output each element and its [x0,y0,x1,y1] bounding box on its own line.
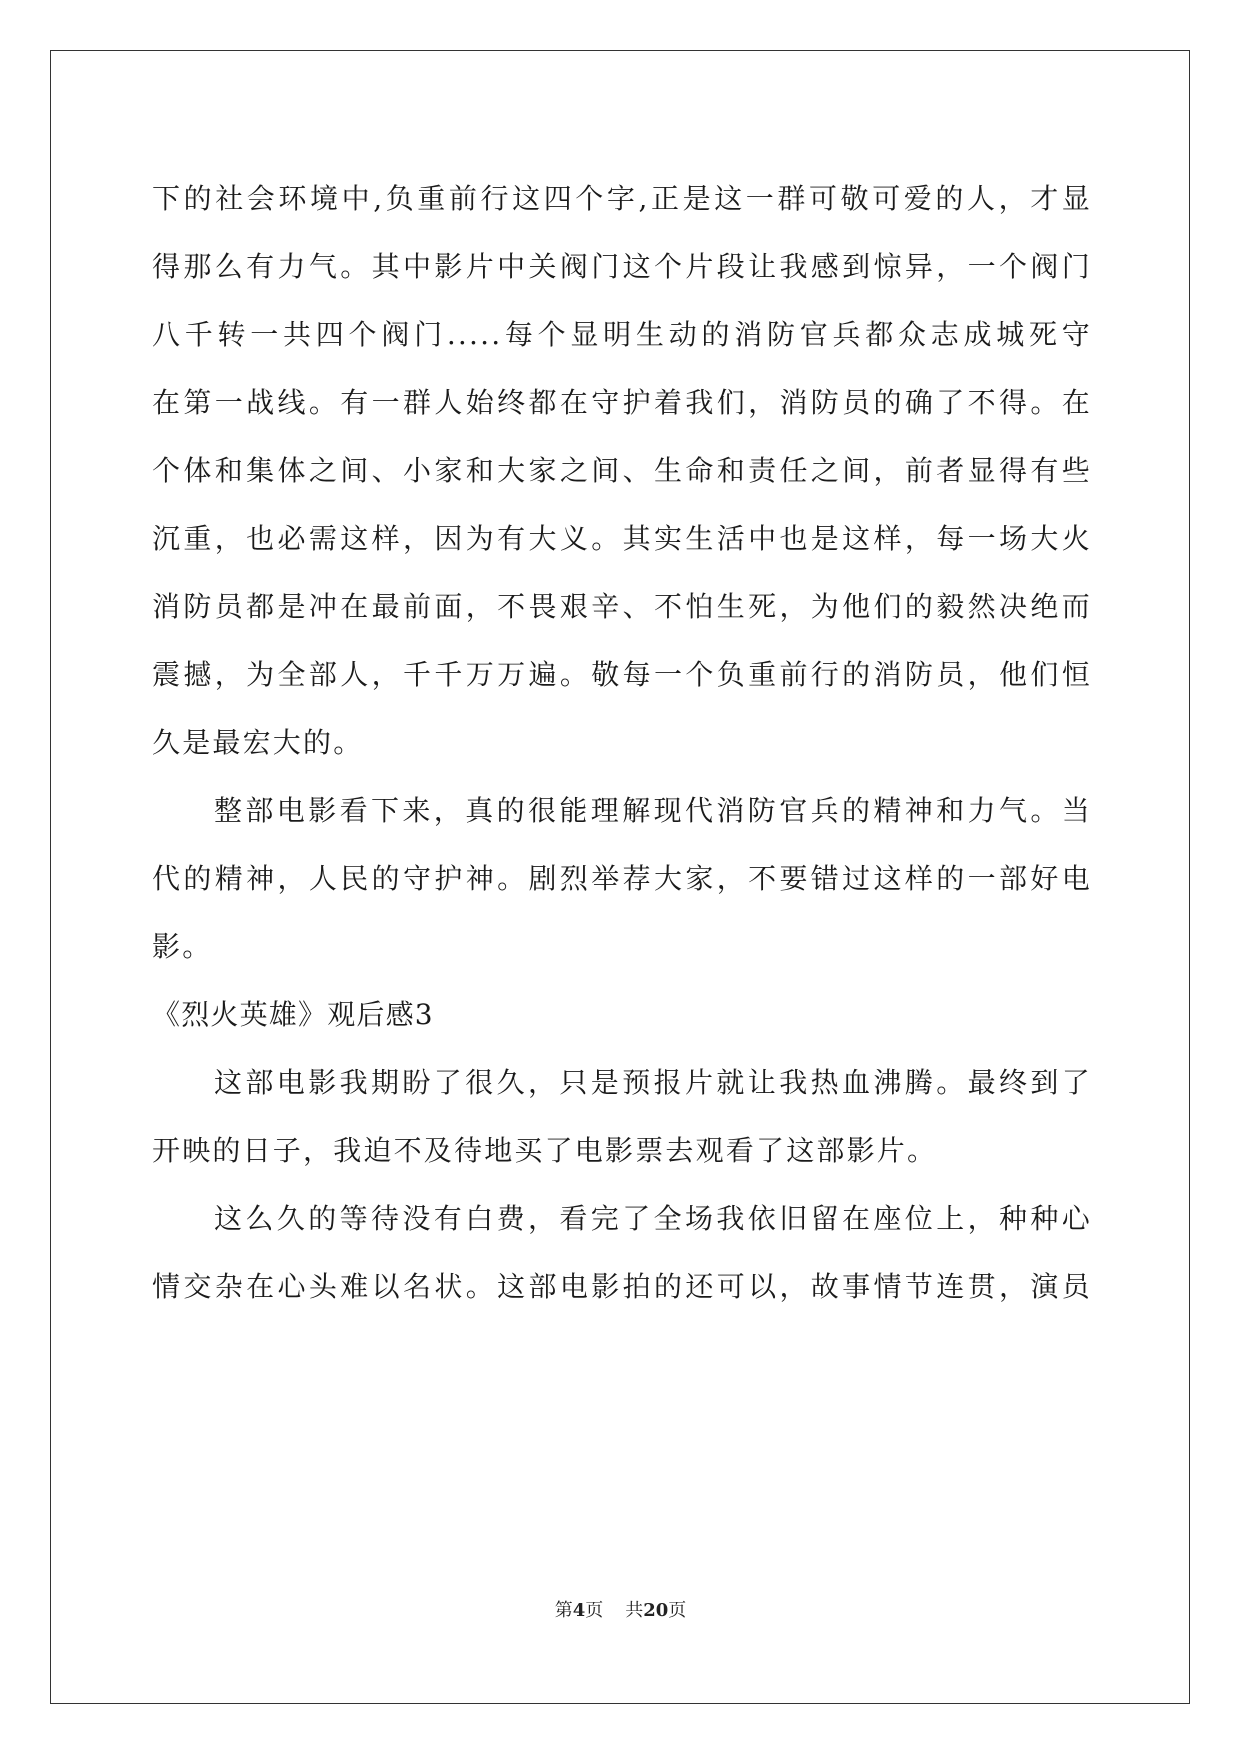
text-line: 沉重，也必需这样，因为有大义。其实生活中也是这样，每一场大火 [152,522,1092,555]
text-line: 代的精神，人民的守护神。剧烈举荐大家，不要错过这样的一部好电 [152,862,1092,895]
page-unit: 页 [585,1600,604,1621]
page-current: 4 [572,1600,586,1621]
total-prefix: 共 [625,1600,644,1621]
text-line: 震撼，为全部人，千千万万遍。敬每一个负重前行的消防员，他们恒 [152,658,1092,691]
text-line: 在第一战线。有一群人始终都在守护着我们，消防员的确了不得。在 [152,386,1092,419]
text-line: 影。 [152,930,213,963]
text-line: 开映的日子，我迫不及待地买了电影票去观看了这部影片。 [152,1134,938,1167]
text-line: 八千转一共四个阀门.....每个显明生动的消防官兵都众志成城死守 [152,318,1092,351]
text-line: 消防员都是冲在最前面，不畏艰辛、不怕生死，为他们的毅然决绝而 [152,590,1092,623]
document-body [152,165,1092,1321]
total-unit: 页 [668,1600,687,1621]
section-heading: 《烈火英雄》观后感3 [152,998,434,1031]
text-line: 久是最宏大的。 [152,726,364,759]
page-total: 20 [643,1600,669,1621]
paragraph-first-line: 这么久的等待没有白费，看完了全场我依旧留在座位上，种种心 [214,1202,1092,1235]
paragraph-first-line: 整部电影看下来，真的很能理解现代消防官兵的精神和力气。当 [214,794,1092,827]
text-line: 个体和集体之间、小家和大家之间、生命和责任之间，前者显得有些 [152,454,1092,487]
page-prefix: 第 [554,1600,573,1621]
text-line: 得那么有力气。其中影片中关阀门这个片段让我感到惊异，一个阀门 [152,250,1092,283]
paragraph-first-line: 这部电影我期盼了很久，只是预报片就让我热血沸腾。最终到了 [214,1066,1092,1099]
text-line: 下的社会环境中,负重前行这四个字,正是这一群可敬可爱的人，才显 [152,182,1092,215]
page-footer [0,1596,1241,1622]
text-line: 情交杂在心头难以名状。这部电影拍的还可以，故事情节连贯，演员 [152,1270,1092,1303]
